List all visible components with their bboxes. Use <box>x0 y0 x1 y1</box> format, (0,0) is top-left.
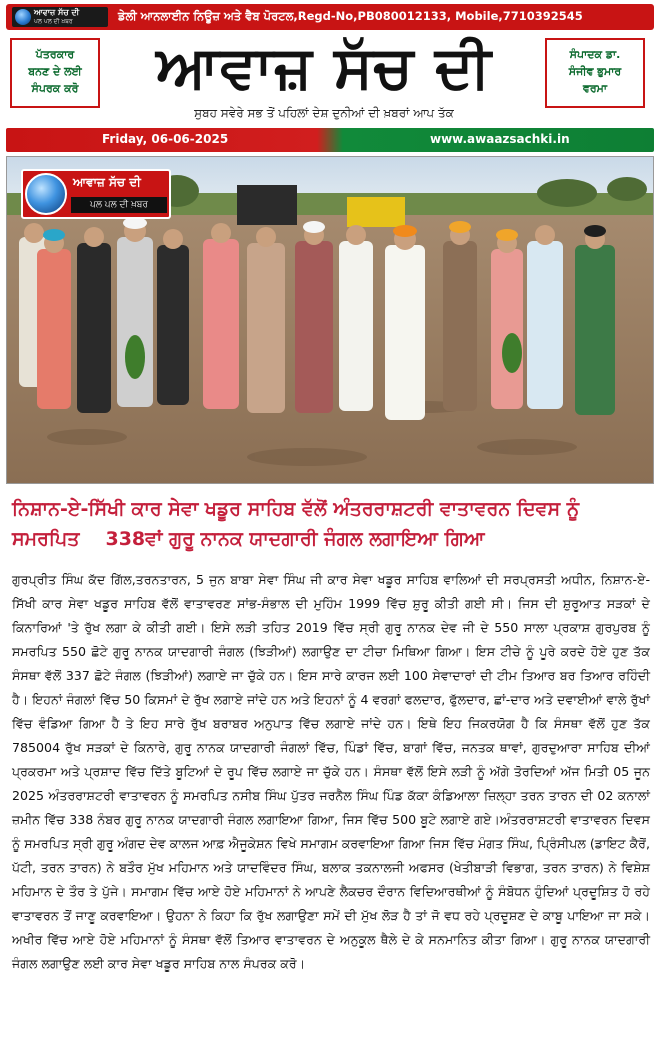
news-photo <box>6 156 654 484</box>
article-body: ਗੁਰਪ੍ਰੀਤ ਸਿੰਘ ਕੱਦ ਗਿੱਲ,ਤਰਨਤਾਰਨ, 5 ਜੁਨ ਬਾਬਾ ਸੇਵਾ ਸਿੰਘ ਜੀ ਕਾਰ ਸੇਵਾ ਖਡੂਰ ਸਾਹਿਬ ਵਾਲਿਆਂ ਦੀ ਸਰਪ੍ਰਸਤੀ ਅਧੀਨ, ਨਿਸ਼ਾਨ-ਏ-ਸਿੱਖੀ ਕਾਰ ਸੇਵਾ ਖਡੂਰ ਸਾਹਿਬ ਵੱਲੋਂ ਵਾਤਾਵਰਣ ਸਾਂਭ-ਸੰਭਾਲ ਦੀ ਮੁਹਿੰਮ 1999 ਵਿੱਚ ਸ਼ੁਰੂ ਕੀਤੀ ਗਈ ਸੀ। ਜਿਸ ਦੀ ਸ਼ੁਰੂਆਤ ਸੜਕਾਂ ਦੇ ਕਿਨਾਰਿਆਂ 'ਤੇ ਰੁੱਖ ਲਗਾ ਕੇ ਕੀਤੀ ਗਈ। ਇਸੇ ਲੜੀ ਤਹਿਤ 2019 ਵਿੱਚ ਸ੍ਰੀ ਗੁਰੂ ਨਾਨਕ ਦੇਵ ਜੀ ਦੇ 550 ਸਾਲਾ ਪ੍ਰਕਾਸ਼ ਗੁਰਪੁਰਬ ਨੂੰ ਸਮਰਪਿਤ 550 ਛੋਟੇ ਗੁਰੂ ਨਾਨਕ ਯਾਦਗਾਰੀ ਜੰਗਲ (ਝਿੜੀਆਂ) ਲਗਾਉਣ ਦਾ ਟੀਚਾ ਮਿਥਿਆ ਗਿਆ। ਇਸ ਟੀਚੇ ਨੂੰ ਪੂਰੇ ਕਰਦੇ ਹੋਏ ਹੁਣ ਤੱਕ ਸੰਸਥਾ ਵੱਲੋਂ 337 ਛੋਟੇ ਜੰਗਲ (ਝਿੜੀਆਂ) ਲਗਾਏ ਜਾ ਚੁੱਕੇ ਹਨ। ਇਸ ਸਾਰੇ ਕਾਰਜ ਲਈ 100 ਸੇਵਾਦਾਰਾਂ ਦੀ ਟੀਮ ਤਿਆਰ ਬਰ ਤਿਆਰ ਰਹਿੰਦੀ ਹੈ। ਇਹਨਾਂ ਜੰਗਲਾਂ ਵਿੱਚ 50 ਕਿਸਮਾਂ ਦੇ ਰੁੱਖ ਲਗਾਏ ਜਾਂਦੇ ਹਨ ਅਤੇ ਇਹਨਾਂ ਨੂੰ 4 ਵਰਗਾਂ ਫਲਦਾਰ, ਫੁੱਲਦਾਰ, ਛਾਂ-ਦਾਰ ਅਤੇ ਦਵਾਈਆਂ ਵਾਲੇ ਰੁੱਖਾਂ ਵਿੱਚ ਵੰਡਿਆ ਗਿਆ ਹੈ ਤੇ ਇਹ ਸਾਰੇ ਰੁੱਖ ਬਰਾਬਰ ਅਨੁਪਾਤ ਵਿੱਚ ਲਗਾਏ ਜਾਂਦੇ ਹਨ। ਇਥੇ ਇਹ ਜਿਕਰਯੋਗ ਹੈ ਕਿ ਸੰਸਥਾ ਵੱਲੋਂ ਹੁਣ ਤੱਕ 785004 ਰੁੱਖ ਸੜਕਾਂ ਦੇ ਕਿਨਾਰੇ, ਗੁਰੂ ਨਾਨਕ ਯਾਦਗਾਰੀ ਜੰਗਲਾਂ ਵਿੱਚ, ਪਿੰਡਾਂ ਵਿੱਚ, ਬਾਗਾਂ ਵਿੱਚ, ਜਨਤਕ ਥਾਵਾਂ, ਗੁਰਦੁਆਰਾ ਸਾਹਿਬ ਦੀਆਂ ਪ੍ਰਕਰਮਾ ਅਤੇ ਪ੍ਰਸ਼ਾਦ ਵਿੱਚ ਦਿੱਤੇ ਬੂਟਿਆਂ ਦੇ ਰੂਪ ਵਿੱਚ ਲਗਾਏ ਜਾ ਚੁੱਕੇ ਹਨ। ਸੰਸਥਾ ਵੱਲੋਂ ਇਸੇ ਲੜੀ ਨੂੰ ਅੱਗੇ ਤੋਰਦਿਆਂ ਅੱਜ ਮਿਤੀ 05 ਜੂਨ 2025 ਅੰਤਰਰਾਸ਼ਟਰੀ ਵਾਤਾਵਰਨ ਨੂੰ ਸਮਰਪਿਤ ਨਸੀਬ ਸਿੰਘ ਪੁੱਤਰ ਜਰਨੈਲ ਸਿੰਘ ਪਿੰਡ ਕੱਕਾ ਕੰਡਿਆਲਾ ਜ਼ਿਲ੍ਹਾ ਤਰਨ ਤਾਰਨ ਦੀ 02 ਕਨਾਲਾਂ ਜ਼ਮੀਨ ਵਿੱਚ 338 ਨੰਬਰ ਗੁਰੂ ਨਾਨਕ ਯਾਦਗਾਰੀ ਜੰਗਲ ਲਗਾਇਆ ਗਿਆ, ਜਿਸ ਵਿੱਚ 500 ਬੂਟੇ ਲਗਾਏ ਗਏ।ਅੰਤਰਰਾਸ਼ਟਰੀ ਵਾਤਾਵਰਨ ਦਿਵਸ ਨੂੰ ਸਮਰਪਿਤ ਸ੍ਰੀ ਗੁਰੂ ਅੰਗਦ ਦੇਵ ਕਾਲਜ ਆਫ਼ ਐਜੂਕੇਸ਼ਨ ਵਿਖੇ ਸਮਾਗਮ ਕਰਵਾਇਆ ਗਿਆ ਜਿਸ ਵਿੱਚ ਮੰਗਤ ਸਿੰਘ, ਪ੍ਰਿੰਸੀਪਲ (ਡਾਇਟ ਕੈਰੋਂ, ਪੱਟੀ, ਤਰਨ ਤਾਰਨ) ਨੇ ਬਤੌਰ ਮੁੱਖ ਮਹਿਮਾਨ ਅਤੇ ਯਾਦਵਿੰਦਰ ਸਿੰਘ, ਬਲਾਕ ਤਕਨਾਲਜੀ ਅਫਸਰ (ਖੇਤੀਬਾੜੀ ਵਿਭਾਗ, ਤਰਨ ਤਾਰਨ) ਨੇ ਵਿਸ਼ੇਸ਼ ਮਹਿਮਾਨ ਦੇ ਤੌਰ ਤੇ ਪੁੱਜੇ। ਸਮਾਗਮ ਵਿੱਚ ਆਏ ਹੋਏ ਮਹਿਮਾਨਾਂ ਨੇ ਆਪਣੇ ਲੈਕਚਰ ਦੌਰਾਨ ਵਿਦਿਆਰਥੀਆਂ ਨੂੰ ਸੰਬੋਧਨ ਹੁੰਦਿਆਂ ਪ੍ਰਦੂਸ਼ਿਤ ਹੋ ਰਹੇ ਵਾਤਾਵਰਨ ਤੋਂ ਜਾਣੂ ਕਰਵਾਇਆ। ਉਹਨਾ ਨੇ ਕਿਹਾ ਕਿ ਰੁੱਖ ਲਗਾਉਣਾ ਸਮੇਂ ਦੀ ਮੁੱਖ ਲੋੜ ਹੈ ਤਾਂ ਜੋ ਵਧ ਰਹੇ ਪ੍ਰਦੂਸ਼ਣ ਦੇ ਕਾਬੂ ਪਾਇਆ ਜਾ ਸਕੇ। ਅਖੀਰ ਵਿੱਚ ਆਏ ਹੋਏ ਮਹਿਮਾਨਾਂ ਨੂੰ ਸੰਸਥਾ ਵੱਲੋਂ ਤਿਆਰ ਵਾਤਾਵਰਨ ਦੇ ਅਨੁਕੂਲ ਥੈਲੇ ਦੇ ਕੇ ਸਨਮਾਨਿਤ ਕੀਤਾ ਗਿਆ। ਗੁਰੂ ਨਾਨਕ ਯਾਦਗਾਰੀ ਜੰਗਲ ਲਗਾਉਣ ਲਈ ਕਾਰ ਸੇਵਾ ਖਡੂਰ ਸਾਹਿਬ ਨਾਲ ਸੰਪਰਕ ਕਰੋ। <box>12 572 650 971</box>
newspaper-tagline: ਸੁਬਹ ਸਵੇਰੇ ਸਭ ਤੋਂ ਪਹਿਲਾਂ ਦੇਸ਼ ਦੁਨੀਆਂ ਦੀ ਖ਼ਬਰਾਂ ਆਪ ਤੱਕ <box>194 106 454 120</box>
reporter-contact-box <box>10 38 100 108</box>
date-strip <box>6 128 654 152</box>
reporter-box-line: ਸੰਪਰਕ ਕਰੋ <box>31 82 79 95</box>
headline-line-1: ਨਿਸ਼ਾਨ-ਏ-ਸਿੱਖੀ ਕਾਰ ਸੇਵਾ ਖਡੂਰ ਸਾਹਿਬ ਵੱਲੋਂ ਅੰਤਰਰਾਸ਼ਟਰੀ ਵਾਤਾਵਰਨ ਦਿਵਸ ਨੂੰ <box>12 498 580 520</box>
watermark-name: ਆਵਾਜ਼ ਸੱਚ ਦੀ <box>73 175 141 189</box>
globe-icon <box>25 173 67 215</box>
brand-logo-small-tagline: ਪਲ ਪਲ ਦੀ ਖ਼ਬਰ <box>34 18 73 25</box>
top-strip <box>6 4 654 30</box>
issue-date: Friday, 06-06-2025 <box>102 132 229 146</box>
article-headline <box>12 494 648 554</box>
editor-box <box>545 38 645 108</box>
reporter-box-line: ਬਨਣ ਦੇ ਲਈ <box>28 65 82 78</box>
brand-logo-small-name: ਆਵਾਜ਼ ਸੱਚ ਦੀ <box>34 8 80 17</box>
brand-logo-watermark <box>21 169 171 219</box>
watermark-tagline: ਪਲ ਪਲ ਦੀ ਖ਼ਬਰ <box>71 197 167 213</box>
editor-box-line: ਵਰਮਾ <box>582 82 608 95</box>
globe-icon <box>15 9 31 25</box>
brand-logo-small <box>12 7 108 27</box>
website-link[interactable]: www.awaazsachki.in <box>430 132 570 146</box>
registration-info: ਡੇਲੀ ਆਨਲਾਈਨ ਨਿਊਜ਼ ਅਤੇ ਵੈਬ ਪੋਰਟਲ,Regd-No,PB080012133, Mobile,7710392545 <box>118 9 583 23</box>
editor-box-line: ਸੰਜੀਵ ਭੁਮਾਰ <box>568 65 622 78</box>
headline-line-2-part-2: 338ਵਾਂ ਗੁਰੂ ਨਾਨਕ ਯਾਦਗਾਰੀ ਜੰਗਲ ਲਗਾਇਆ ਗਿਆ <box>105 528 485 550</box>
reporter-box-line: ਪੱਤਰਕਾਰ <box>35 48 75 61</box>
headline-line-2-part-1: ਸਮਰਪਿਤ <box>12 528 80 550</box>
editor-box-line: ਸੰਪਾਦਕ ਡਾ. <box>569 48 621 61</box>
headline-line-2 <box>12 524 648 554</box>
newspaper-title: ਆਵਾਜ਼ ਸੱਚ ਦੀ <box>156 33 492 101</box>
